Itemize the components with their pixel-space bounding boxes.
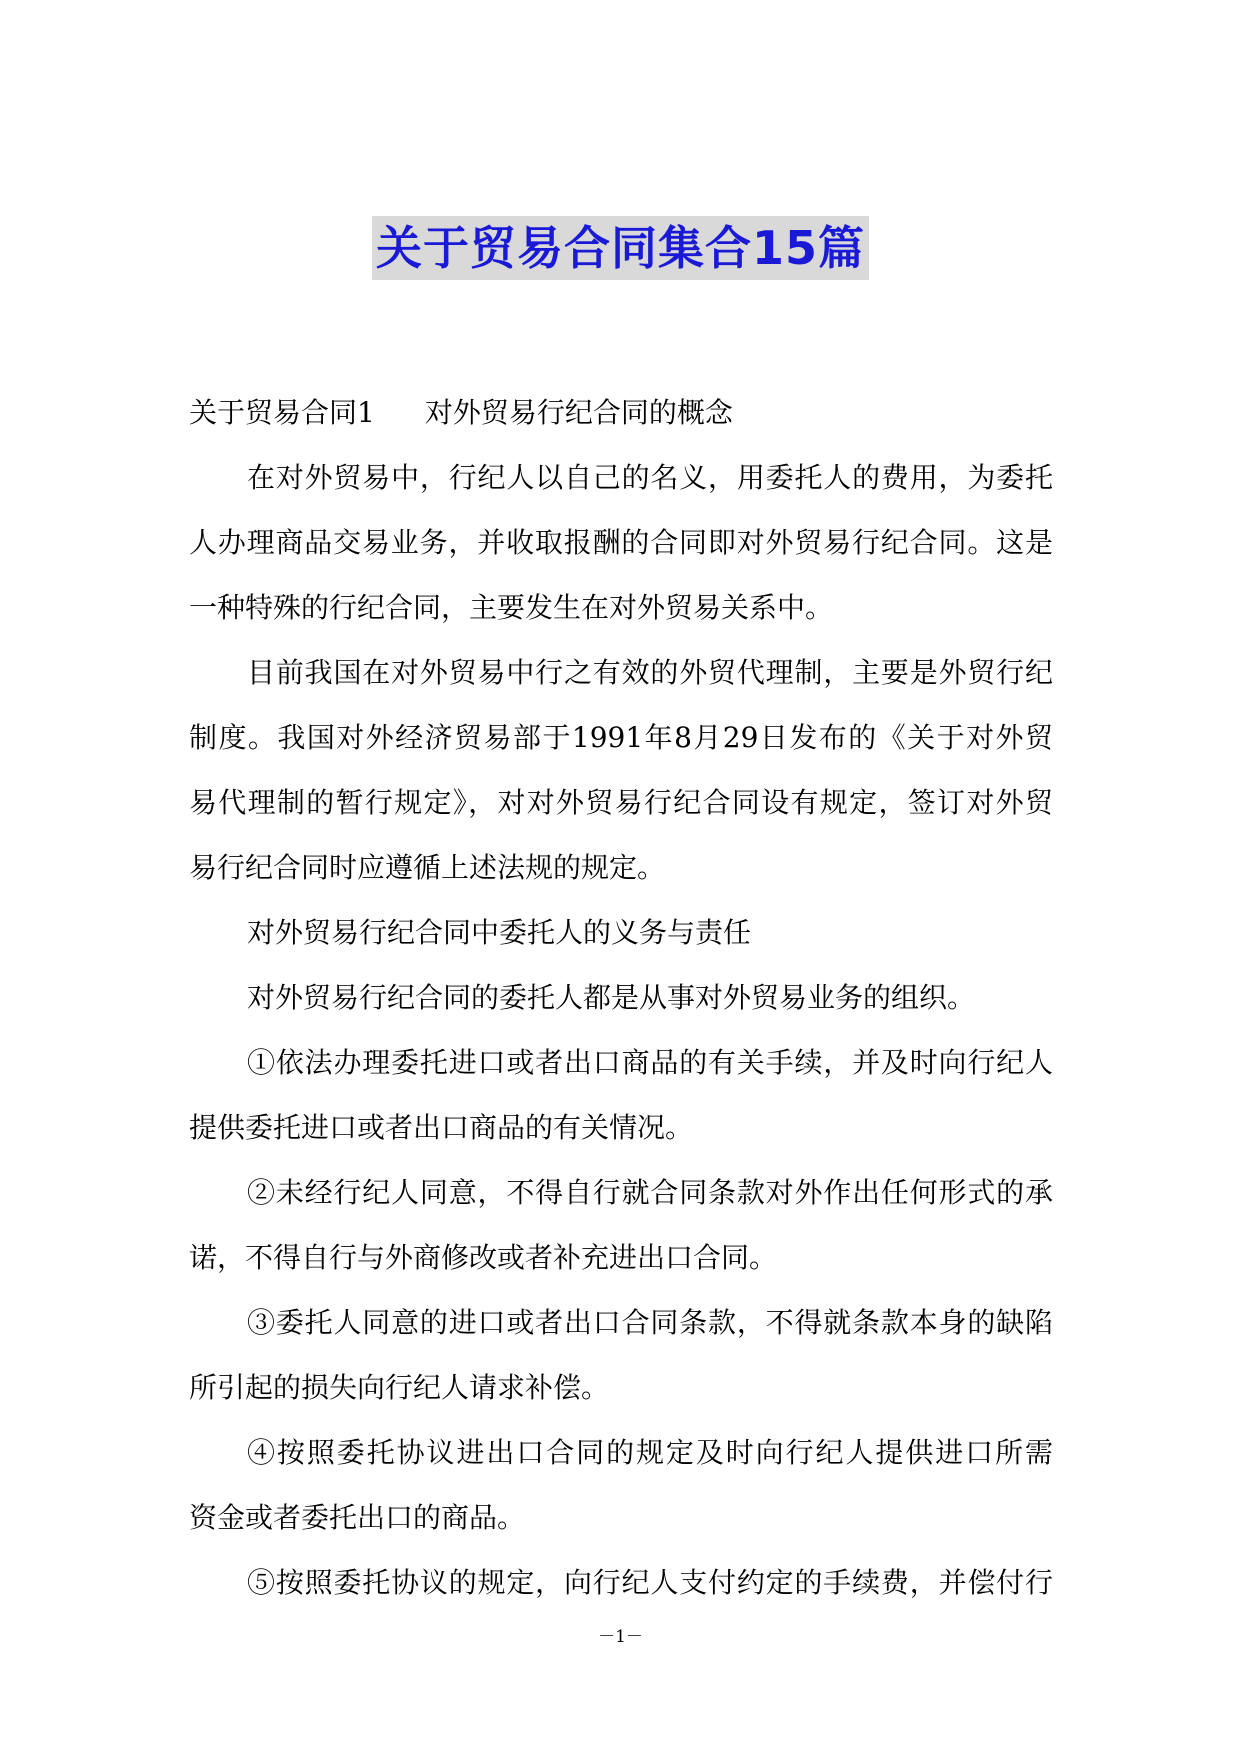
list-item-line: 诺，不得自行与外商修改或者补充进出口合同。 xyxy=(189,1241,778,1274)
page-number: －1－ xyxy=(598,1627,643,1647)
list-item-line: ①依法办理委托进口或者出口商品的有关手续，并及时向行纪人 xyxy=(247,1046,1053,1079)
paragraph-line: 人办理商品交易业务，并收取报酬的合同即对外贸易行纪合同。这是 xyxy=(189,526,1053,559)
title-container xyxy=(0,216,1241,280)
paragraph-line: 易行纪合同时应遵循上述法规的规定。 xyxy=(189,851,666,884)
document-body xyxy=(189,380,1053,1615)
list-item-line: ②未经行纪人同意，不得自行就合同条款对外作出任何形式的承 xyxy=(247,1176,1053,1209)
paragraph-line: 一种特殊的行纪合同，主要发生在对外贸易关系中。 xyxy=(189,591,834,624)
list-item-line: 提供委托进口或者出口商品的有关情况。 xyxy=(189,1111,694,1144)
section-heading: 对外贸易行纪合同的概念 xyxy=(424,396,733,429)
paragraph-line: 对外贸易行纪合同的委托人都是从事对外贸易业务的组织。 xyxy=(247,981,976,1014)
section-label: 关于贸易合同1 xyxy=(189,396,375,429)
list-item-line: 资金或者委托出口的商品。 xyxy=(189,1501,526,1534)
paragraph-line: 制度。我国对外经济贸易部于1991年8月29日发布的《关于对外贸 xyxy=(189,721,1053,754)
subheading-line: 对外贸易行纪合同中委托人的义务与责任 xyxy=(247,916,752,949)
list-item-line: 所引起的损失向行纪人请求补偿。 xyxy=(189,1371,610,1404)
list-item-line: ⑤按照委托协议的规定，向行纪人支付约定的手续费，并偿付行 xyxy=(247,1566,1053,1599)
section-heading-line xyxy=(189,380,1053,445)
paragraph-line: 在对外贸易中，行纪人以自己的名义，用委托人的费用，为委托 xyxy=(247,461,1053,494)
paragraph-line: 易代理制的暂行规定》，对对外贸易行纪合同设有规定，签订对外贸 xyxy=(189,786,1053,819)
list-item-line: ③委托人同意的进口或者出口合同条款，不得就条款本身的缺陷 xyxy=(247,1306,1053,1339)
document-title: 关于贸易合同集合15篇 xyxy=(372,216,869,280)
paragraph-line: 目前我国在对外贸易中行之有效的外贸代理制，主要是外贸行纪 xyxy=(247,656,1053,689)
list-item-line: ④按照委托协议进出口合同的规定及时向行纪人提供进口所需 xyxy=(247,1436,1053,1469)
